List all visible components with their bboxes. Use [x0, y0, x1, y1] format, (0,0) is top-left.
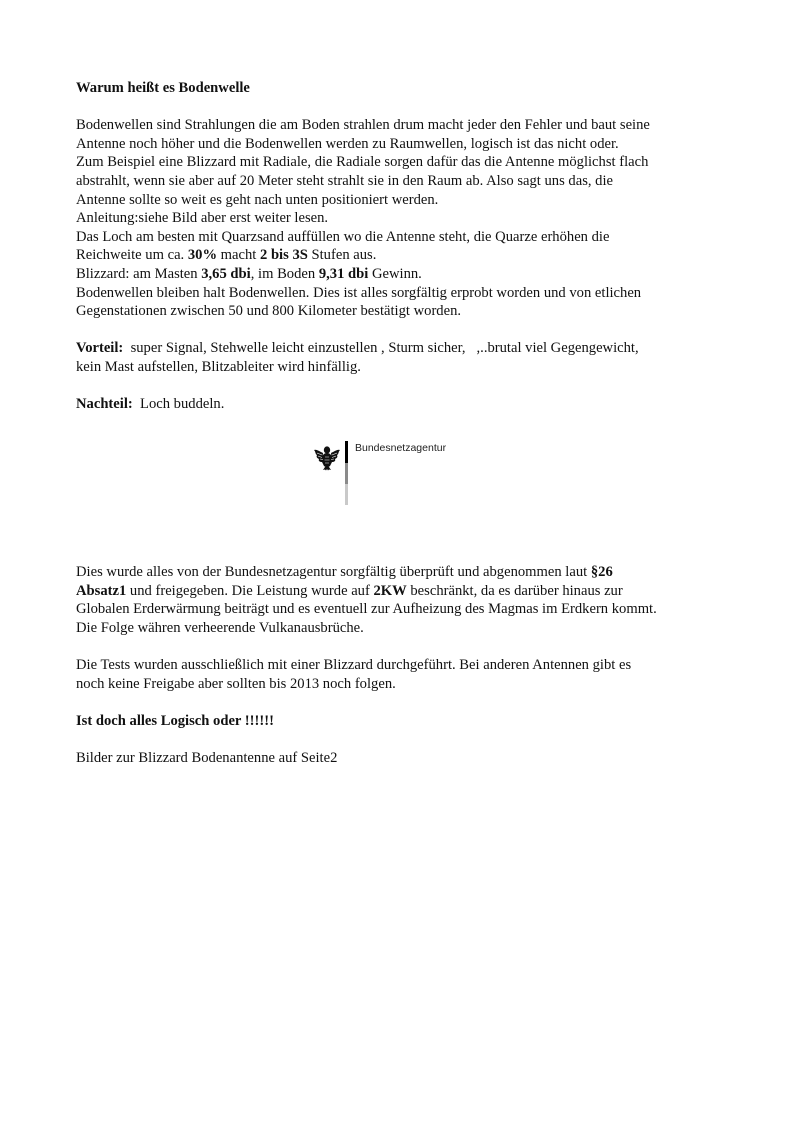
document-body-top [76, 79, 726, 414]
para1-line-5: Antenne sollte so weit es geht nach unten positioniert werden. [76, 191, 439, 208]
nachteil-line: Nachteil: Loch buddeln. [76, 396, 225, 413]
reichweite-line: Reichweite um ca. 30% macht 2 bis 3S Stufen aus. [76, 247, 377, 264]
bundesnetzagentur-logo [313, 441, 513, 507]
para3-line-2: noch keine Freigabe aber sollten bis 2013 noch folgen. [76, 675, 396, 692]
closing-line: Ist doch alles Logisch oder !!!!!! [76, 712, 274, 729]
para2-line-3: Globalen Erderwärmung beiträgt und es eventuell zur Aufheizung des Magmas im Erdkern kommt. [76, 601, 657, 618]
para1-line-3: Zum Beispiel eine Blizzard mit Radiale, die Radiale sorgen dafür das die Antenne möglichst flach [76, 154, 649, 171]
logo-color-bar [345, 441, 348, 505]
vorteil-line-1: Vorteil: super Signal, Stehwelle leicht einzustellen , Sturm sicher, ,..brutal viel Gegengewicht, [76, 340, 639, 357]
para2-line-2: Absatz1 und freigegeben. Die Leistung wurde auf 2KW beschränkt, da es darüber hinaus zur [76, 582, 623, 599]
federal-eagle-icon [313, 441, 341, 471]
blizzard-gain-line: Blizzard: am Masten 3,65 dbi, im Boden 9,31 dbi Gewinn. [76, 265, 422, 282]
para1b-line-2: Gegenstationen zwischen 50 und 800 Kilometer bestätigt worden. [76, 303, 462, 320]
para1b-line-1: Bodenwellen bleiben halt Bodenwellen. Dies ist alles sorgfältig erprobt worden und von etlichen [76, 284, 642, 301]
document-body-bottom [76, 563, 726, 768]
para1-line-7: Das Loch am besten mit Quarzsand auffüllen wo die Antenne steht, die Quarze erhöhen die [76, 228, 610, 245]
para3-line-1: Die Tests wurden ausschließlich mit einer Blizzard durchgeführt. Bei anderen Antennen gibt es [76, 656, 632, 673]
para2-line-4: Die Folge währen verheerende Vulkanausbrüche. [76, 619, 364, 636]
para1-line-1: Bodenwellen sind Strahlungen die am Boden strahlen drum macht jeder den Fehler und baut seine [76, 117, 650, 134]
agency-name: Bundesnetzagentur [355, 442, 447, 454]
para2-line-1: Dies wurde alles von der Bundesnetzagentur sorgfältig überprüft und abgenommen laut §26 [76, 564, 613, 580]
document-title: Warum heißt es Bodenwelle [76, 80, 250, 96]
para1-line-4: abstrahlt, wenn sie aber auf 20 Meter steht strahlt sie in den Raum ab. Also sagt uns das, die [76, 172, 614, 189]
nachteil-label: Nachteil: [76, 396, 133, 413]
para1-line-6: Anleitung:siehe Bild aber erst weiter lesen. [76, 210, 329, 227]
vorteil-line-2: kein Mast aufstellen, Blitzableiter wird hinfällig. [76, 358, 361, 375]
vorteil-label: Vorteil: [76, 340, 124, 357]
footer-note: Bilder zur Blizzard Bodenantenne auf Seite2 [76, 749, 338, 766]
para1-line-2: Antenne noch höher und die Bodenwellen werden zu Raumwellen, logisch ist das nicht oder. [76, 135, 619, 152]
